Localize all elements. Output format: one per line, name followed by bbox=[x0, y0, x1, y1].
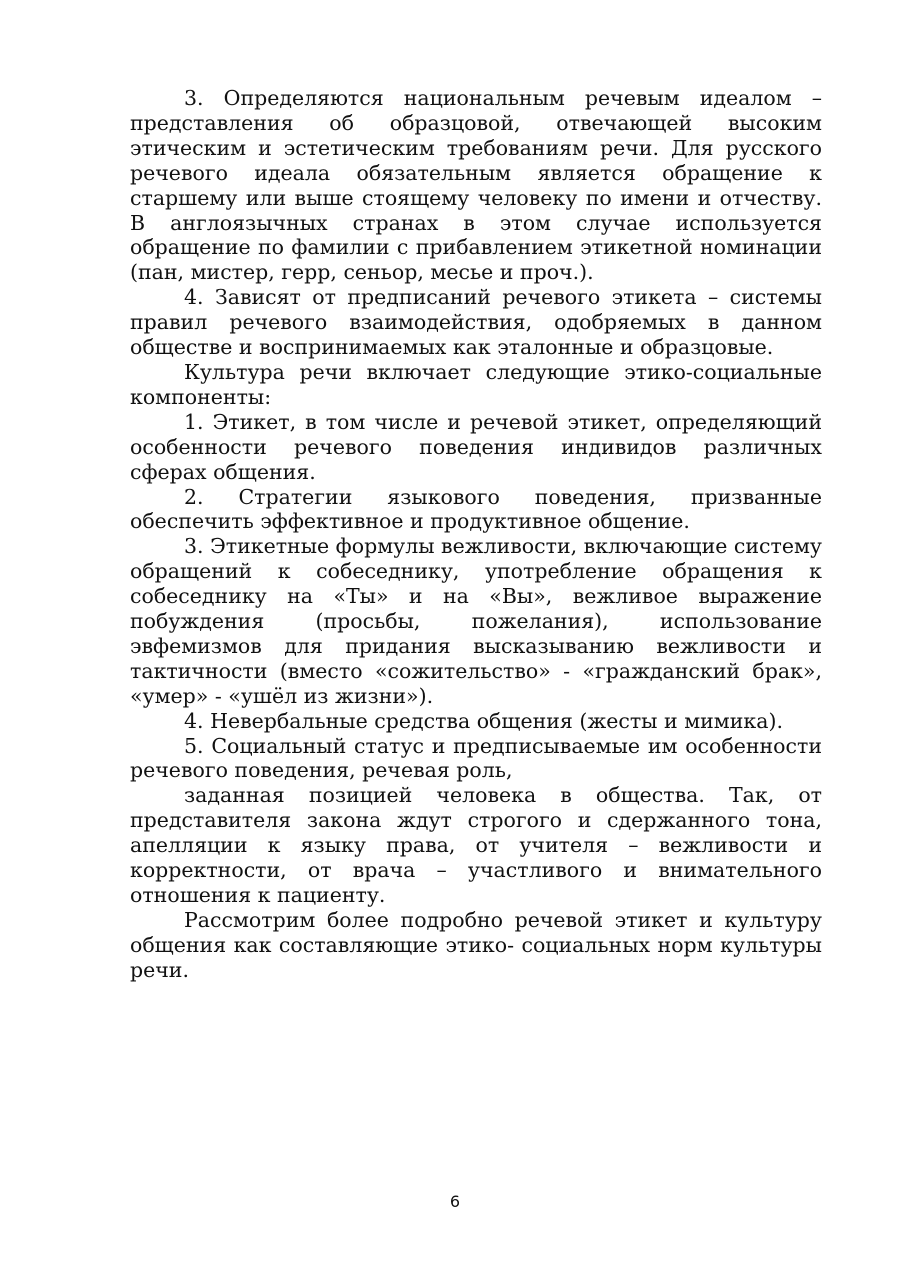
paragraph-national-ideal: 3. Определяются национальным речевым идеалом – представления об образцовой, отвечающей высоким этическим и эстетическим требованиям речи. Для русского речевого идеала обязательным является обращение к старшему или выше стоящему человеку по имени и отчеству. В англоязычных странах в этом случае используется обращение по фамилии с прибавлением этикетной номинации (пан, мистер, герр, сеньор, месье и проч.). bbox=[130, 86, 822, 285]
page-number: 6 bbox=[449, 1192, 461, 1211]
paragraph-politeness-formulas: 3. Этикетные формулы вежливости, включающие систему обращений к собеседнику, употребление обращения к собеседнику на «Ты» и на «Вы», вежливое выражение побуждения (просьбы, пожелания), использование эвфемизмов для придания высказыванию вежливости и тактичности (вместо «сожительство» - «гражданский брак», «умер» - «ушёл из жизни»). bbox=[130, 534, 822, 708]
paragraph-strategies: 2. Стратегии языкового поведения, призванные обеспечить эффективное и продуктивное общение. bbox=[130, 484, 822, 534]
paragraph-conclusion: Рассмотрим более подробно речевой этикет и культуру общения как составляющие этико- социальных норм культуры речи. bbox=[130, 907, 822, 982]
paragraph-social-position: заданная позицией человека в общества. Так, от представителя закона ждут строгого и сдержанного тона, апелляции к языку права, от учителя – вежливости и корректности, от врача – участливого и внимательного отношения к пациенту. bbox=[130, 783, 822, 907]
text-body bbox=[130, 86, 822, 983]
paragraph-social-status: 5. Социальный статус и предписываемые им особенности речевого поведения, речевая роль, bbox=[130, 733, 822, 783]
paragraph-nonverbal: 4. Невербальные средства общения (жесты и мимика). bbox=[184, 708, 783, 733]
paragraph-components-intro: Культура речи включает следующие этико-социальные компоненты: bbox=[130, 359, 822, 409]
paragraph-speech-etiquette: 4. Зависят от предписаний речевого этикета – системы правил речевого взаимодействия, одобряемых в данном обществе и воспринимаемых как эталонные и образцовые. bbox=[130, 285, 822, 360]
paragraph-etiquette: 1. Этикет, в том числе и речевой этикет, определяющий особенности речевого поведения индивидов различных сферах общения. bbox=[130, 409, 822, 484]
